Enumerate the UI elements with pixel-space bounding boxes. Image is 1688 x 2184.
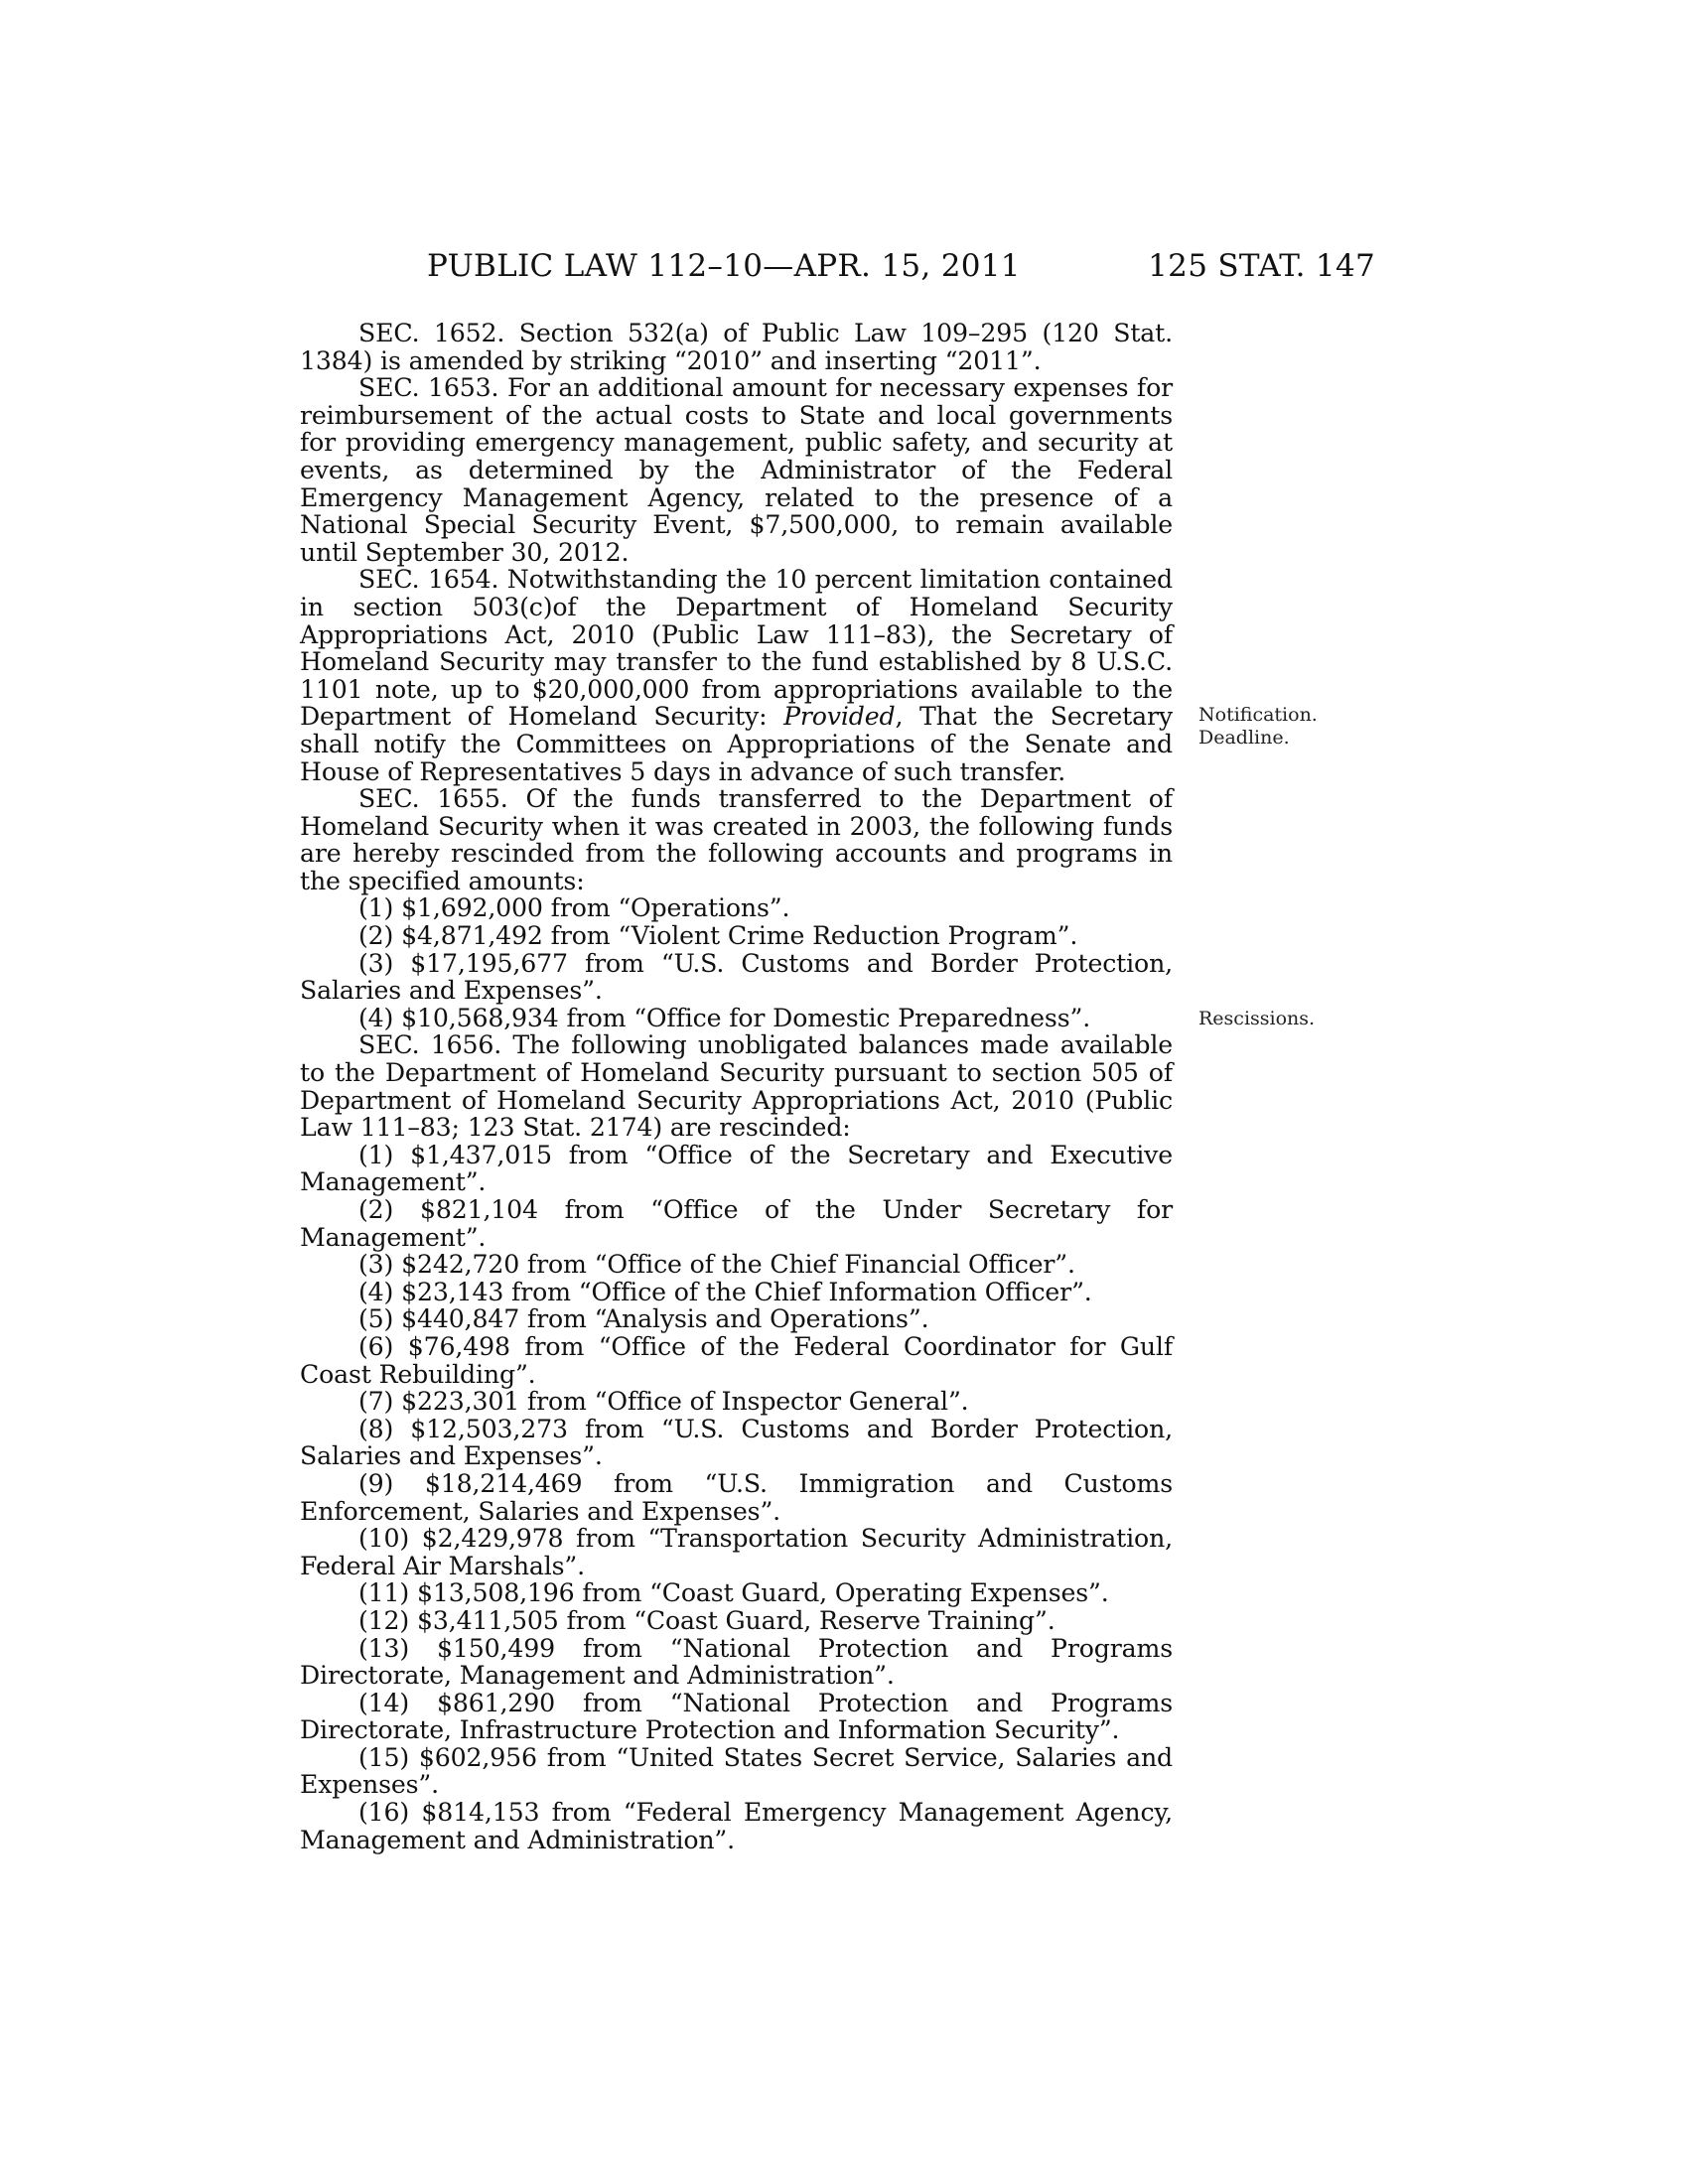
list-item: (14) $861,290 from “National Protection and Programs Directorate, Infrastructure Protection and Information Security”. [300,1688,1173,1745]
section-1655 [300,785,1173,894]
list-item: (10) $2,429,978 from “Transportation Security Administration, Federal Air Marshals”. [300,1524,1173,1580]
list-item: (4) $23,143 from “Office of the Chief Information Officer”. [358,1277,1092,1306]
list-item: (16) $814,153 from “Federal Emergency Management Agency, Management and Administration”. [300,1798,1173,1854]
section-text: 1652. Section 532(a) of Public Law 109–295 (120 Stat. 1384) is amended by striking “2010” and inserting “2011”. [300,319,1174,375]
page-title: PUBLIC LAW 112–10—APR. 15, 2011 [427,248,1021,284]
section-text-continued: , That the Secretary shall notify the Committees on Appropriations of the Senate and House of Representatives 5 days in advance of such transfer. [300,702,1173,786]
list-item: (11) $13,508,196 from “Coast Guard, Operating Expenses”. [358,1578,1109,1608]
section-label: SEC. [358,565,420,595]
section-text: 1656. The following unobligated balances made available to the Department of Homeland Security pursuant to section 505 of Department of Homeland Security Appropriations Act, 2010 (Public Law 111–83; 123 Stat. 2174) are rescinded: [300,1030,1173,1143]
list-item: (3) $17,195,677 from “U.S. Customs and Border Protection, Salaries and Expenses”. [300,948,1173,1006]
section-1656 [300,1031,1173,1141]
section-label: SEC. [358,373,420,403]
section-label: SEC. [358,784,420,814]
margin-note-notification: Notification. [1198,704,1318,726]
list-item: (1) $1,692,000 from “Operations”. [358,893,790,923]
margin-note-deadline: Deadline. [1198,727,1290,749]
list-item: (2) $821,104 from “Office of the Under Secretary for Management”. [300,1195,1173,1252]
list-item: (12) $3,411,505 from “Coast Guard, Reserve Training”. [358,1605,1055,1635]
list-item: (8) $12,503,273 from “U.S. Customs and Border Protection, Salaries and Expenses”. [300,1414,1173,1471]
list-item: (3) $242,720 from “Office of the Chief Financial Officer”. [358,1250,1075,1280]
document-body [300,320,1173,1853]
provided-term: Provided [783,702,896,732]
section-1654 [300,566,1173,785]
list-item: (2) $4,871,492 from “Violent Crime Reduction Program”. [358,921,1078,951]
list-item: (9) $18,214,469 from “U.S. Immigration and Customs Enforcement, Salaries and Expenses”. [300,1468,1173,1526]
section-1653 [300,374,1173,566]
section-1652 [300,320,1173,374]
section-text: 1653. For an additional amount for necessary expenses for reimbursement of the actual costs to State and local governments for providing emergency management, public safety, and security at events, as determined by the Administrator of the Federal Emergency Management Agency, related to the presence of a National Special Security Event, $7,500,000, to remain available until September 30, 2012. [300,373,1174,567]
page-header [298,248,1375,288]
section-label: SEC. [358,1030,420,1060]
section-label: SEC. [358,319,420,347]
margin-note-rescissions: Rescissions. [1198,1008,1316,1029]
list-item: (4) $10,568,934 from “Office for Domestic Preparedness”. [358,1003,1091,1032]
list-item: (5) $440,847 from “Analysis and Operations”. [358,1304,929,1334]
section-text: 1654. Notwithstanding the 10 percent limitation contained in section 503(c)of the Department of Homeland Security Appropriations Act, 2010 (Public Law 111–83), the Secretary of Homeland Security may transfer to the fund established by 8 U.S.C. 1101 note, up to $20,000,000 from appropriations available to the Department of Homeland Security: [300,565,1173,732]
list-item: (1) $1,437,015 from “Office of the Secretary and Executive Management”. [300,1140,1173,1197]
list-item: (7) $223,301 from “Office of Inspector General”. [358,1387,969,1417]
list-item: (6) $76,498 from “Office of the Federal Coordinator for Gulf Coast Rebuilding”. [300,1331,1173,1389]
section-text: 1655. Of the funds transferred to the Department of Homeland Security when it was created in 2003, the following funds are hereby rescinded from the following accounts and programs in the specified amounts: [300,784,1173,895]
list-item: (13) $150,499 from “National Protection and Programs Directorate, Management and Administration”. [300,1633,1173,1691]
list-item: (15) $602,956 from “United States Secret Service, Salaries and Expenses”. [300,1742,1173,1800]
statute-citation: 125 STAT. 147 [1148,248,1375,284]
